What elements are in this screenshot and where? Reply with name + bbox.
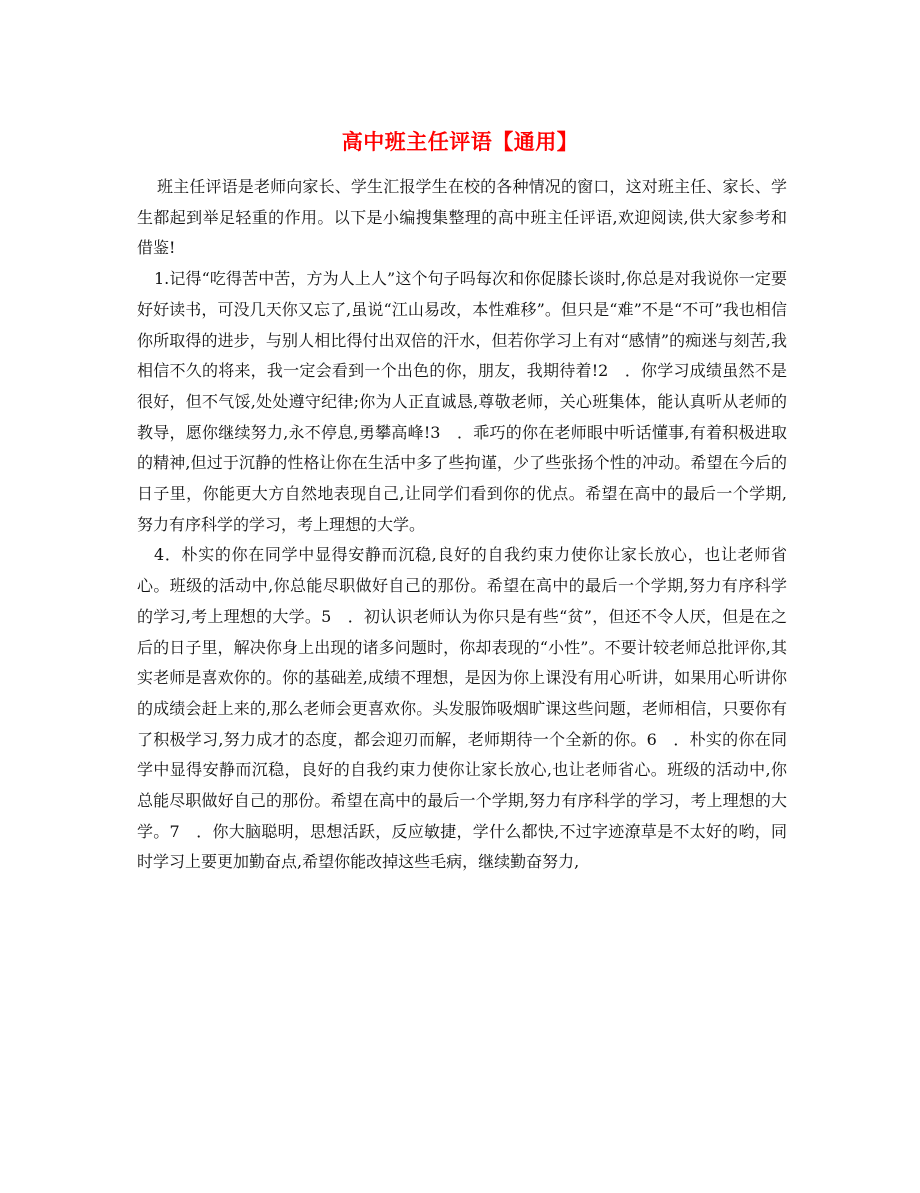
comment-paragraph-2: 4．朴实的你在同学中显得安静而沉稳,良好的自我约束力使你让家长放心，也让老师省心。班级的活动中,你总能尽职做好自己的那份。希望在高中的最后一个学期,努力有序科学的学习,考上理想的大学。5 ．初认识老师认为你只是有些“贫”，但还不令人厌，但是在之后的日子里，解决你身上出现的诸多问题时，你却表现的“小性”。不要计较老师总批评你,其实老师是喜欢你的。你的基础差,成绩不理想，是因为你上课没有用心听讲，如果用心听讲你的成绩会赶上来的,那么老师会更喜欢你。头发服饰吸烟旷课这些问题，老师相信，只要你有了积极学习,努力成才的态度，都会迎刃而解，老师期待一个全新的你。6 ．朴实的你在同学中显得安静而沉稳，良好的自我约束力使你让家长放心,也让老师省心。班级的活动中,你总能尽职做好自己的那份。希望在高中的最后一个学期,努力有序科学的学习，考上理想的大学。7 ．你大脑聪明，思想活跃，反应敏捷，学什么都快,不过字迹潦草是不太好的哟，同时学习上要更加勤奋点,希望你能改掉这些毛病，继续勤奋努力, bbox=[137, 545, 787, 872]
document-body bbox=[137, 172, 787, 878]
document-title: 高中班主任评语【通用】 bbox=[341, 129, 579, 154]
intro-paragraph: 班主任评语是老师向家长、学生汇报学生在校的各种情况的窗口，这对班主任、家长、学生都起到举足轻重的作用。以下是小编搜集整理的高中班主任评语,欢迎阅读,供大家参考和借鉴! bbox=[137, 177, 787, 258]
comment-paragraph-1: 1.记得“吃得苦中苦，方为人上人”这个句子吗每次和你促膝长谈时,你总是对我说你一定要好好读书，可没几天你又忘了,虽说“江山易改，本性难移”。但只是“难”不是“不可”我也相信你所取得的进步，与别人相比得付出双倍的汗水，但若你学习上有对“感情”的痴迷与刻苦,我相信不久的将来，我一定会看到一个出色的你，朋友，我期待着!2 ．你学习成绩虽然不是很好，但不气馁,处处遵守纪律;你为人正直诚恳,尊敬老师，关心班集体，能认真听从老师的教导，愿你继续努力,永不停息,勇攀高峰!3 ．乖巧的你在老师眼中听话懂事,有着积极进取的精神,但过于沉静的性格让你在生活中多了些拘谨，少了些张扬个性的冲动。希望在今后的日子里，你能更大方自然地表现自己,让同学们看到你的优点。希望在高中的最后一个学期,努力有序科学的学习，考上理想的大学。 bbox=[137, 269, 787, 534]
